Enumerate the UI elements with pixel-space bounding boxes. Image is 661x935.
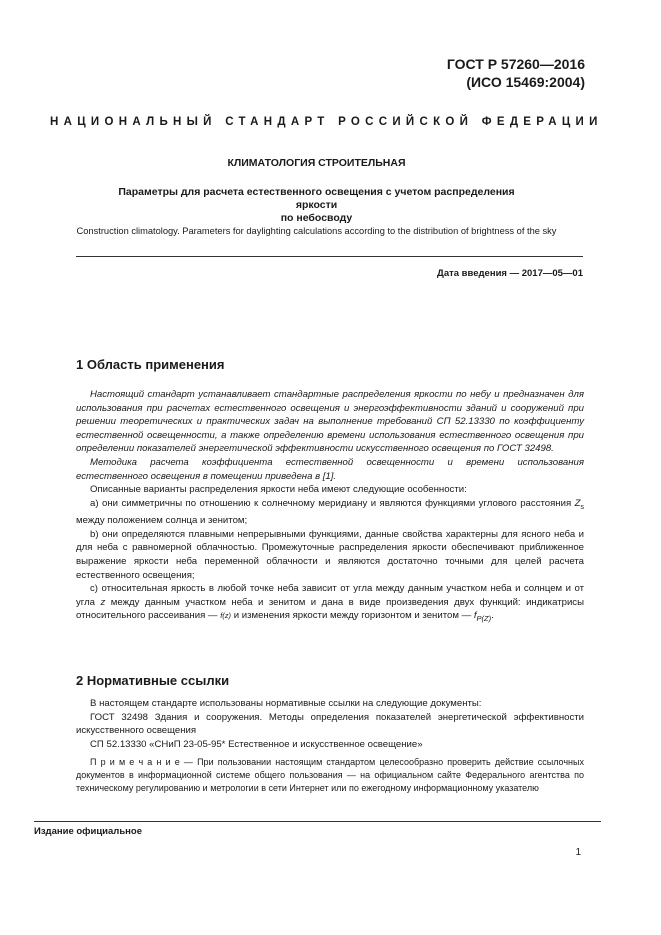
subtitle-line-2: по небосводу — [280, 212, 353, 224]
section-heading: 2 Нормативные ссылки — [76, 673, 230, 688]
document-header — [447, 55, 585, 91]
paragraph: В настоящем стандарте использованы нормативные ссылки на следующие документы: — [90, 698, 482, 709]
gost-number: ГОСТ Р 57260—2016 — [446, 56, 585, 72]
paragraph: Настоящий стандарт устанавливает стандартные распределения яркости по небу и предназначен для использования при расчетах естественного освещения и энергоэффективности зданий и сооружений при решении теоретических и практических задач на выполнение требований СП 52.13330 по коэффициенту естественной освещенности, а также определению времени использования естественного освещения при определении показателей энергетической эффективности искусственного освещения по ГОСТ 32498. — [76, 389, 584, 455]
divider — [76, 256, 583, 257]
document-subtitle — [100, 186, 533, 225]
list-item-c: с) относительная яркость в любой точке неба зависит от угла между данным участком неба и солнцем и от угла z между данным участком неба и зенитом и дана в виде произведения двух функций: индикатрисы относительного рассеивания — f(z) и изменения яркости между горизонтом и зенитом — $f_{P(Z)}$. — [76, 583, 584, 624]
note — [76, 756, 584, 795]
reference-item: ГОСТ 32498 Здания и сооружения. Методы определения показателей энергетической эффективности искусственного освещения — [76, 711, 584, 737]
section-2-body — [76, 697, 584, 795]
edition-label: Издание официальное — [34, 826, 142, 837]
list-item-a: а) они симметричны по отношению к солнечному меридиану и являются функциями углового расстояния $Z_s$ между положением солнца и зенитом; — [76, 497, 584, 527]
english-title: Construction climatology. Parameters for daylighting calculations according to the distribution of brightness of the sky — [76, 226, 557, 236]
document-title: КЛИМАТОЛОГИЯ СТРОИТЕЛЬНАЯ — [227, 157, 406, 169]
paragraph: Методика расчета коэффициента естественной освещенности и времени использования естественного освещения в помещении приведена в [1]. — [76, 456, 584, 482]
note-text: — При пользовании настоящим стандартом целесообразно проверить действие ссылочных документов в информационной системе общего пользования — на официальном сайте Федерального агентства по техническому регулированию и метрологии в сети Интернет или по ежегодному информационному указателю — [76, 757, 584, 794]
paragraph: Описанные варианты распределения яркости неба имеют следующие особенности: — [90, 484, 467, 496]
section-2-heading — [76, 673, 229, 688]
national-standard-title: НАЦИОНАЛЬНЫЙ СТАНДАРТ РОССИЙСКОЙ ФЕДЕРАЦИИ — [50, 116, 603, 128]
section-heading: 1 Область применения — [76, 357, 225, 372]
section-1-heading — [76, 357, 225, 372]
footer-divider — [34, 821, 601, 822]
note-label: П р и м е ч а н и е — [90, 757, 180, 768]
page-number: 1 — [575, 847, 581, 858]
intro-date: Дата введения — 2017—05—01 — [437, 268, 583, 279]
iso-number: (ИСО 15469:2004) — [466, 74, 585, 90]
reference-item: СП 52.13330 «СНиП 23-05-95* Естественное и искусственное освещение» — [90, 738, 423, 750]
section-1-body — [76, 388, 584, 626]
list-item-b: b) они определяются плавными непрерывными функциями, данные свойства характерны для ясного неба и для неба с равномерной облачностью. Промежуточные распределения яркости обеспечивают приближенное выражение яркости неба переменной облачности и являются достаточно точными для целей расчета естественного освещения; — [76, 528, 584, 581]
subtitle-line-1: Параметры для расчета естественного освещения с учетом распределения яркости — [118, 186, 515, 211]
